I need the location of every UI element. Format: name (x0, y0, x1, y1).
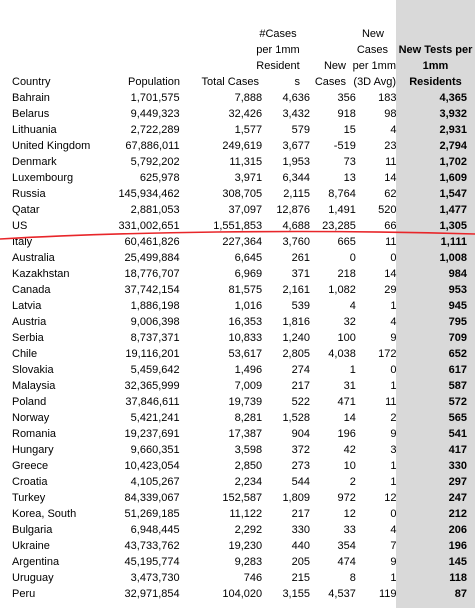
cell-new-cases: 4,038 (328, 348, 356, 360)
cell-new-cases: 33 (343, 524, 356, 536)
cell-total-cases: 2,292 (234, 524, 263, 536)
cell-country: United Kingdom (12, 140, 91, 152)
cell-cases-per-1mm: 215 (291, 572, 310, 584)
cell-country: Greece (12, 460, 49, 472)
cell-cases-per-1mm: 4,636 (282, 92, 310, 104)
cell-avg: 14 (384, 172, 397, 184)
cell-tests: 1,111 (440, 236, 467, 248)
table-row (0, 522, 475, 538)
cell-cases-per-1mm: 371 (291, 268, 310, 280)
cell-country: Belarus (12, 108, 50, 120)
table-row (0, 378, 475, 394)
cell-population: 37,742,154 (124, 284, 180, 296)
header-new-tests-line2: 1mm (422, 60, 449, 72)
cell-population: 60,461,826 (124, 236, 180, 248)
cell-country: Serbia (12, 332, 44, 344)
cell-population: 67,886,011 (125, 140, 180, 152)
cell-country: Malaysia (12, 380, 56, 392)
cell-avg: 29 (384, 284, 397, 296)
cell-new-cases: 471 (337, 396, 356, 408)
cell-tests: 417 (448, 444, 467, 456)
header-avg-line1: New (361, 28, 384, 40)
cell-population: 32,365,999 (124, 380, 180, 392)
cell-cases-per-1mm: 261 (291, 252, 310, 264)
cell-tests: 3,932 (439, 108, 467, 120)
table-row (0, 154, 475, 170)
table-row (0, 362, 475, 378)
table-row (0, 554, 475, 570)
cell-new-cases: 354 (337, 540, 356, 552)
cell-new-cases: 15 (343, 124, 356, 136)
table-row (0, 250, 475, 266)
table-row (0, 282, 475, 298)
cell-cases-per-1mm: 4,688 (282, 220, 310, 232)
table-row (0, 394, 475, 410)
cell-tests: 118 (449, 572, 467, 584)
cell-total-cases: 308,705 (222, 188, 263, 200)
cell-avg: 23 (384, 140, 397, 152)
cell-new-cases: 8,764 (328, 188, 356, 200)
cell-population: 45,195,774 (124, 556, 180, 568)
header-country: Country (12, 76, 51, 88)
cell-population: 37,846,611 (125, 396, 180, 408)
table-row (0, 538, 475, 554)
header-population: Population (128, 76, 180, 88)
cell-total-cases: 3,971 (234, 172, 263, 184)
cell-new-cases: 12 (343, 508, 356, 520)
cell-tests: 617 (448, 364, 467, 376)
cell-total-cases: 6,969 (234, 268, 263, 280)
cell-tests: 1,547 (439, 188, 467, 200)
table-row (0, 314, 475, 330)
cell-new-cases: 196 (337, 428, 356, 440)
cell-new-cases: 13 (343, 172, 356, 184)
cell-avg: 4 (390, 124, 397, 136)
cell-new-cases: 665 (337, 236, 356, 248)
cell-population: 18,776,707 (124, 268, 180, 280)
cell-tests: 572 (448, 396, 467, 408)
cell-country: Ukraine (12, 540, 50, 552)
cell-country: Denmark (12, 156, 57, 168)
cell-population: 9,660,351 (130, 444, 180, 456)
cell-avg: 1 (390, 572, 397, 584)
cell-total-cases: 7,888 (234, 92, 263, 104)
cell-country: Canada (12, 284, 51, 296)
cell-avg: 9 (390, 332, 397, 344)
cell-new-cases: 218 (337, 268, 356, 280)
cell-tests: 1,477 (439, 204, 467, 216)
cell-population: 9,449,323 (130, 108, 180, 120)
header-cases-per-1mm-line3: Resident (256, 60, 300, 72)
cell-avg: 62 (384, 188, 397, 200)
cell-total-cases: 152,587 (222, 492, 263, 504)
cell-total-cases: 227,364 (222, 236, 263, 248)
cell-country: US (12, 220, 28, 232)
cell-total-cases: 104,020 (222, 588, 263, 600)
cell-population: 5,459,642 (130, 364, 180, 376)
cell-avg: 1 (390, 460, 397, 472)
header-avg-line3: per 1mm (352, 60, 396, 72)
cell-new-cases: 972 (337, 492, 356, 504)
header-new-tests-line3: Residents (409, 76, 462, 88)
cell-country: Norway (12, 412, 50, 424)
cell-total-cases: 17,387 (228, 428, 263, 440)
table-row (0, 330, 475, 346)
cell-cases-per-1mm: 2,805 (282, 348, 310, 360)
cell-new-cases: 0 (349, 252, 356, 264)
cell-avg: 0 (390, 364, 397, 376)
cell-tests: 247 (448, 492, 467, 504)
cell-population: 25,499,884 (124, 252, 180, 264)
cell-new-cases: -519 (333, 140, 356, 152)
cell-avg: 183 (378, 92, 397, 104)
cell-country: Latvia (12, 300, 42, 312)
cell-new-cases: 10 (343, 460, 356, 472)
cell-tests: 297 (448, 476, 467, 488)
cell-new-cases: 23,285 (322, 220, 356, 232)
cell-avg: 7 (390, 540, 397, 552)
cell-total-cases: 37,097 (228, 204, 263, 216)
cell-population: 32,971,854 (124, 588, 180, 600)
cell-tests: 587 (448, 380, 467, 392)
cell-cases-per-1mm: 579 (291, 124, 310, 136)
cell-tests: 953 (448, 284, 467, 296)
cell-country: Luxembourg (12, 172, 74, 184)
cell-cases-per-1mm: 1,240 (282, 332, 310, 344)
cell-avg: 12 (384, 492, 397, 504)
cell-tests: 795 (448, 316, 467, 328)
cell-population: 6,948,445 (130, 524, 180, 536)
cell-cases-per-1mm: 2,161 (282, 284, 310, 296)
cell-population: 145,934,462 (118, 188, 180, 200)
cell-tests: 87 (454, 588, 467, 600)
cell-total-cases: 7,009 (234, 380, 263, 392)
cell-country: Lithuania (12, 124, 57, 136)
cell-tests: 1,008 (439, 252, 467, 264)
header-cases-per-1mm-line4: s (294, 76, 300, 88)
cell-cases-per-1mm: 522 (291, 396, 310, 408)
cell-cases-per-1mm: 6,344 (282, 172, 310, 184)
header-cases-per-1mm-line2: per 1mm (256, 44, 300, 56)
cell-avg: 172 (378, 348, 397, 360)
cell-cases-per-1mm: 12,876 (276, 204, 310, 216)
table-row (0, 90, 475, 106)
cell-population: 3,473,730 (130, 572, 180, 584)
cell-avg: 119 (378, 588, 397, 600)
cell-new-cases: 474 (337, 556, 356, 568)
table-row (0, 186, 475, 202)
cell-avg: 1 (390, 476, 397, 488)
cell-new-cases: 14 (343, 412, 356, 424)
cell-tests: 1,609 (439, 172, 467, 184)
cell-new-cases: 1,082 (328, 284, 356, 296)
table-row (0, 298, 475, 314)
cell-avg: 9 (390, 556, 397, 568)
table-row (0, 442, 475, 458)
cell-avg: 11 (385, 236, 397, 248)
cell-population: 625,978 (139, 172, 180, 184)
table-row (0, 346, 475, 362)
cell-country: Bahrain (12, 92, 50, 104)
cell-population: 19,116,201 (125, 348, 180, 360)
cell-country: Argentina (12, 556, 60, 568)
cell-cases-per-1mm: 1,528 (282, 412, 310, 424)
cell-country: Hungary (12, 444, 54, 456)
cell-new-cases: 100 (337, 332, 356, 344)
cell-tests: 2,794 (439, 140, 467, 152)
cell-cases-per-1mm: 2,115 (283, 188, 310, 200)
table-row (0, 218, 475, 234)
table-row (0, 410, 475, 426)
cell-total-cases: 9,283 (234, 556, 263, 568)
cell-avg: 1 (390, 380, 397, 392)
cell-new-cases: 32 (343, 316, 356, 328)
cell-new-cases: 4,537 (328, 588, 356, 600)
cell-tests: 652 (448, 348, 467, 360)
cell-total-cases: 16,353 (228, 316, 263, 328)
cell-cases-per-1mm: 1,816 (282, 316, 310, 328)
cell-cases-per-1mm: 539 (291, 300, 310, 312)
cell-country: Uruguay (12, 572, 54, 584)
cell-avg: 14 (384, 268, 397, 280)
cell-avg: 520 (378, 204, 397, 216)
cell-new-cases: 918 (337, 108, 356, 120)
cell-total-cases: 11,122 (229, 508, 263, 520)
cell-population: 2,722,289 (130, 124, 180, 136)
cell-new-cases: 4 (349, 300, 356, 312)
cell-avg: 0 (390, 508, 397, 520)
cell-new-cases: 356 (337, 92, 356, 104)
cell-total-cases: 249,619 (222, 140, 263, 152)
cell-tests: 4,365 (439, 92, 467, 104)
cell-country: Kazakhstan (12, 268, 70, 280)
cell-population: 84,339,067 (124, 492, 180, 504)
cell-new-cases: 73 (343, 156, 356, 168)
cell-country: Turkey (12, 492, 46, 504)
cell-tests: 1,305 (439, 220, 467, 232)
cell-country: Croatia (12, 476, 48, 488)
cell-tests: 945 (448, 300, 467, 312)
table-row (0, 490, 475, 506)
cell-total-cases: 1,551,853 (213, 220, 263, 232)
table-row (0, 234, 475, 250)
cell-population: 1,701,575 (130, 92, 180, 104)
cell-cases-per-1mm: 3,760 (282, 236, 310, 248)
cell-tests: 1,702 (439, 156, 467, 168)
table-body (0, 90, 475, 602)
cell-total-cases: 2,850 (234, 460, 263, 472)
cell-new-cases: 31 (343, 380, 356, 392)
table-row (0, 426, 475, 442)
cell-total-cases: 53,617 (228, 348, 263, 360)
cell-tests: 196 (448, 540, 467, 552)
table-row (0, 570, 475, 586)
cell-avg: 3 (390, 444, 397, 456)
cell-cases-per-1mm: 330 (291, 524, 310, 536)
cell-cases-per-1mm: 1,953 (282, 156, 310, 168)
header-new-tests-line1: New Tests per (398, 44, 473, 56)
cell-population: 1,886,198 (130, 300, 180, 312)
cell-avg: 66 (384, 220, 397, 232)
header-new-label: New (323, 60, 346, 72)
cell-country: Slovakia (12, 364, 54, 376)
table-row (0, 474, 475, 490)
header-cases-per-1mm-line1: #Cases (259, 28, 297, 40)
cell-new-cases: 42 (343, 444, 356, 456)
cell-country: Russia (12, 188, 46, 200)
cell-country: Austria (12, 316, 47, 328)
cell-cases-per-1mm: 3,155 (282, 588, 310, 600)
cell-tests: 565 (448, 412, 467, 424)
cell-total-cases: 32,426 (228, 108, 263, 120)
cell-new-cases: 1 (349, 364, 356, 376)
table-row (0, 202, 475, 218)
cell-total-cases: 746 (243, 572, 263, 584)
cell-population: 331,002,651 (118, 220, 180, 232)
cell-avg: 0 (390, 252, 397, 264)
cell-population: 9,006,398 (130, 316, 180, 328)
cell-country: Korea, South (12, 508, 77, 520)
cell-avg: 9 (390, 428, 397, 440)
table-row (0, 170, 475, 186)
cell-cases-per-1mm: 3,677 (282, 140, 310, 152)
table-row (0, 586, 475, 602)
cell-total-cases: 10,833 (228, 332, 263, 344)
cell-new-cases: 1,491 (328, 204, 356, 216)
cell-population: 2,881,053 (130, 204, 180, 216)
cell-country: Poland (12, 396, 47, 408)
table-row (0, 266, 475, 282)
cell-population: 19,237,691 (124, 428, 180, 440)
cell-new-cases: 2 (349, 476, 356, 488)
cell-total-cases: 6,645 (234, 252, 263, 264)
cell-country: Peru (12, 588, 36, 600)
table-row (0, 122, 475, 138)
table-row (0, 138, 475, 154)
cell-tests: 330 (448, 460, 467, 472)
cell-country: Chile (12, 348, 38, 360)
cell-total-cases: 1,577 (234, 124, 263, 136)
cell-tests: 709 (448, 332, 467, 344)
cell-cases-per-1mm: 372 (291, 444, 310, 456)
cell-tests: 2,931 (439, 124, 467, 136)
cell-avg: 11 (385, 156, 397, 168)
data-table (0, 90, 475, 602)
cell-cases-per-1mm: 1,809 (282, 492, 310, 504)
cell-country: Italy (12, 236, 33, 248)
cell-total-cases: 1,496 (234, 364, 263, 376)
table-row (0, 458, 475, 474)
cell-country: Qatar (12, 204, 40, 216)
cell-cases-per-1mm: 273 (291, 460, 310, 472)
cell-country: Romania (12, 428, 57, 440)
cell-cases-per-1mm: 205 (291, 556, 310, 568)
header-avg-line2: Cases (356, 44, 388, 56)
table-row (0, 506, 475, 522)
cell-population: 5,792,202 (130, 156, 180, 168)
cell-country: Bulgaria (12, 524, 53, 536)
cell-total-cases: 11,315 (229, 156, 263, 168)
cell-avg: 1 (390, 300, 397, 312)
cell-tests: 541 (448, 428, 467, 440)
cell-tests: 206 (448, 524, 467, 536)
cell-population: 10,423,054 (124, 460, 180, 472)
header-total-cases: Total Cases (201, 76, 259, 88)
cell-population: 5,421,241 (130, 412, 180, 424)
cell-total-cases: 3,598 (234, 444, 263, 456)
cell-population: 8,737,371 (130, 332, 180, 344)
table-row (0, 106, 475, 122)
cell-total-cases: 19,230 (228, 540, 263, 552)
cell-tests: 984 (448, 268, 467, 280)
cell-cases-per-1mm: 3,432 (282, 108, 310, 120)
cell-avg: 4 (390, 524, 397, 536)
cell-cases-per-1mm: 544 (291, 476, 310, 488)
cell-cases-per-1mm: 274 (291, 364, 310, 376)
cell-tests: 212 (448, 508, 467, 520)
cell-population: 51,269,185 (124, 508, 180, 520)
cell-total-cases: 2,234 (234, 476, 263, 488)
cell-avg: 4 (390, 316, 397, 328)
cell-total-cases: 81,575 (228, 284, 263, 296)
cell-total-cases: 19,739 (228, 396, 263, 408)
cell-cases-per-1mm: 440 (291, 540, 310, 552)
cell-avg: 98 (384, 108, 397, 120)
cell-tests: 145 (448, 556, 467, 568)
cell-total-cases: 1,016 (234, 300, 263, 312)
header-avg-line4: (3D Avg) (353, 76, 396, 88)
cell-new-cases: 8 (349, 572, 356, 584)
cell-avg: 2 (390, 412, 397, 424)
cell-avg: 11 (385, 396, 397, 408)
cell-cases-per-1mm: 217 (291, 508, 310, 520)
cell-cases-per-1mm: 217 (291, 380, 310, 392)
cell-population: 4,105,267 (130, 476, 180, 488)
cell-cases-per-1mm: 904 (291, 428, 310, 440)
cell-total-cases: 8,281 (234, 412, 263, 424)
header-new-cases: Cases (314, 76, 346, 88)
cell-country: Australia (12, 252, 55, 264)
cell-population: 43,733,762 (124, 540, 180, 552)
